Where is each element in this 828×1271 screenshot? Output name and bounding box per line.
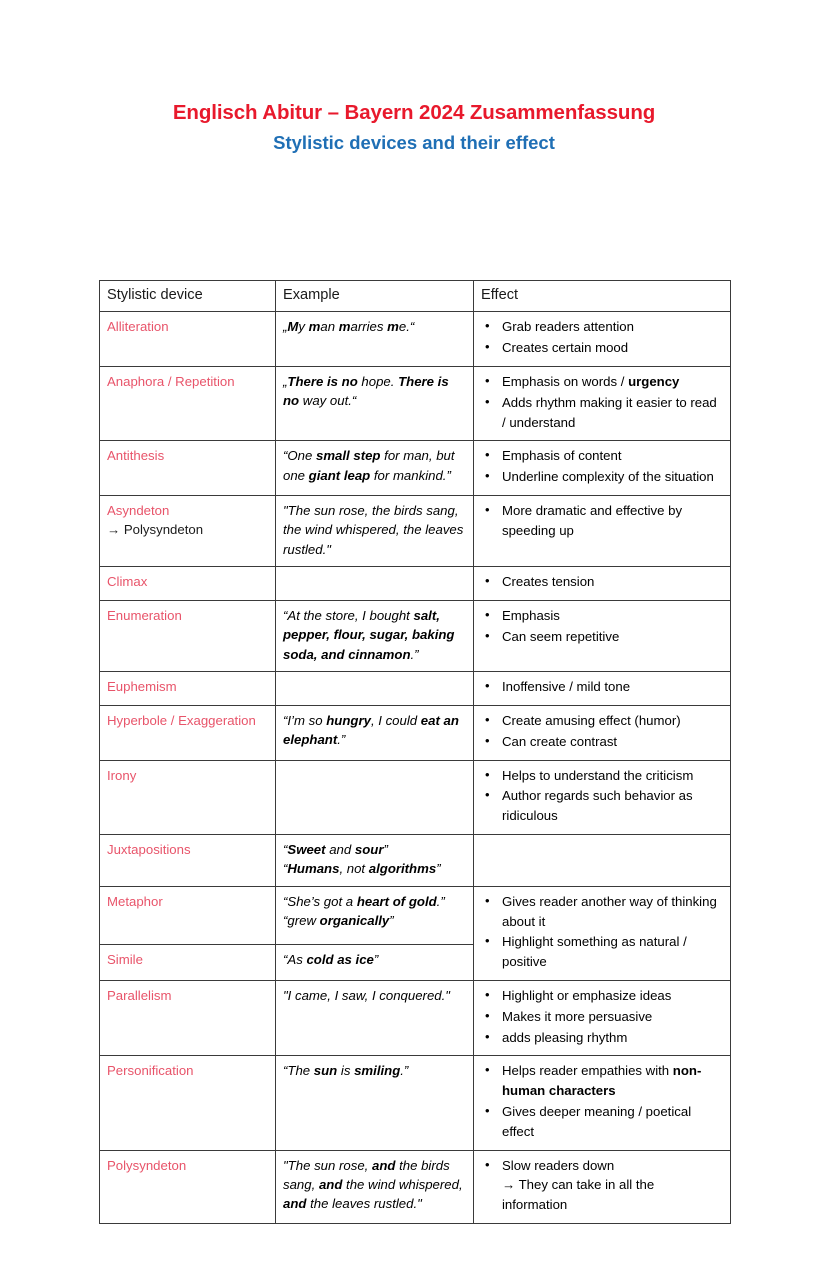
effect-item: • Underline complexity of the situation bbox=[481, 467, 723, 487]
effect-item: • Grab readers attention bbox=[481, 317, 723, 337]
table-row bbox=[100, 312, 731, 367]
effect-list bbox=[481, 1061, 723, 1141]
device-cell bbox=[100, 886, 276, 944]
example-cell: “As cold as ice” bbox=[276, 944, 474, 980]
effect-item: • Helps reader empathies with non-human characters bbox=[481, 1061, 723, 1101]
column-header-device: Stylistic device bbox=[100, 281, 276, 312]
device-label: Antithesis bbox=[107, 448, 165, 464]
effect-item: • Author regards such behavior as ridiculous bbox=[481, 786, 723, 826]
device-cell bbox=[100, 441, 276, 496]
table-row bbox=[100, 706, 731, 761]
device-label: Irony bbox=[107, 767, 137, 783]
example-cell: “At the store, I bought salt, pepper, flour, sugar, baking soda, and cinnamon.” bbox=[276, 601, 474, 672]
effect-item: • Create amusing effect (humor) bbox=[481, 711, 723, 731]
effect-cell bbox=[474, 835, 731, 887]
effect-list bbox=[481, 501, 723, 541]
example-cell bbox=[276, 760, 474, 834]
device-label: Climax bbox=[107, 574, 148, 590]
device-cell bbox=[100, 981, 276, 1056]
effect-list bbox=[481, 711, 723, 752]
effect-cell bbox=[474, 567, 731, 601]
device-label: Enumeration bbox=[107, 608, 182, 624]
effect-cell bbox=[474, 1056, 731, 1150]
effect-list bbox=[481, 1156, 723, 1215]
table-row bbox=[100, 567, 731, 601]
effect-item: • Emphasis on words / urgency bbox=[481, 372, 723, 392]
column-header-effect: Effect bbox=[474, 281, 731, 312]
example-cell: “She’s got a heart of gold.” “grew organically” bbox=[276, 886, 474, 944]
example-cell: “One small step for man, but one giant leap for mankind.” bbox=[276, 441, 474, 496]
device-label: Euphemism bbox=[107, 679, 177, 695]
device-label: Polysyndeton bbox=[107, 1157, 187, 1173]
device-cell bbox=[100, 944, 276, 980]
device-cell bbox=[100, 1056, 276, 1150]
table-row bbox=[100, 835, 731, 887]
device-label: Metaphor bbox=[107, 893, 163, 909]
example-cell: "The sun rose, and the birds sang, and the wind whispered, and the leaves rustled." bbox=[276, 1150, 474, 1223]
effect-item: • Slow readers down → They can take in all the information bbox=[481, 1156, 723, 1215]
effect-cell bbox=[474, 312, 731, 367]
example-cell: “The sun is smiling.” bbox=[276, 1056, 474, 1150]
effect-item: • Adds rhythm making it easier to read / understand bbox=[481, 393, 723, 433]
effect-list bbox=[481, 677, 723, 697]
stylistic-devices-table-wrapper bbox=[99, 280, 730, 1224]
device-note: → Polysyndeton bbox=[107, 522, 204, 538]
example-cell: “I’m so hungry, I could eat an elephant.” bbox=[276, 706, 474, 761]
effect-item: • Makes it more persuasive bbox=[481, 1007, 723, 1027]
effect-item: • Emphasis of content bbox=[481, 446, 723, 466]
device-cell bbox=[100, 312, 276, 367]
effect-item: • Creates certain mood bbox=[481, 338, 723, 358]
device-label: Parallelism bbox=[107, 988, 172, 1004]
table-row bbox=[100, 441, 731, 496]
effect-item: • Gives deeper meaning / poetical effect bbox=[481, 1102, 723, 1142]
device-cell bbox=[100, 1150, 276, 1223]
device-cell bbox=[100, 567, 276, 601]
table-row bbox=[100, 601, 731, 672]
table-row bbox=[100, 1056, 731, 1150]
document-header bbox=[0, 100, 828, 154]
effect-item: • More dramatic and effective by speeding up bbox=[481, 501, 723, 541]
example-cell: "The sun rose, the birds sang, the wind whispered, the leaves rustled." bbox=[276, 496, 474, 567]
device-cell bbox=[100, 760, 276, 834]
effect-item: • Gives reader another way of thinking about it bbox=[481, 892, 723, 932]
effect-list bbox=[481, 572, 723, 592]
example-cell: „My man marries me.“ bbox=[276, 312, 474, 367]
example-cell: „There is no hope. There is no way out.“ bbox=[276, 367, 474, 441]
effect-cell bbox=[474, 441, 731, 496]
effect-item: • Inoffensive / mild tone bbox=[481, 677, 723, 697]
effect-item: • Highlight or emphasize ideas bbox=[481, 986, 723, 1006]
example-cell bbox=[276, 672, 474, 706]
effect-list bbox=[481, 446, 723, 487]
effect-cell bbox=[474, 981, 731, 1056]
effect-list bbox=[481, 372, 723, 432]
effect-cell bbox=[474, 886, 731, 980]
effect-item: • Emphasis bbox=[481, 606, 723, 626]
stylistic-devices-table bbox=[99, 280, 731, 1224]
document-subtitle: Stylistic devices and their effect bbox=[273, 131, 555, 153]
effect-item: • Can create contrast bbox=[481, 732, 723, 752]
device-label: Anaphora / Repetition bbox=[107, 374, 235, 390]
device-cell bbox=[100, 835, 276, 887]
device-label: Juxtapositions bbox=[107, 842, 191, 858]
table-row bbox=[100, 886, 731, 944]
effect-list bbox=[481, 317, 723, 358]
effect-cell bbox=[474, 367, 731, 441]
device-label: Hyperbole / Exaggeration bbox=[107, 713, 256, 729]
effect-item: • Helps to understand the criticism bbox=[481, 766, 723, 786]
table-header-row bbox=[100, 281, 731, 312]
table-row bbox=[100, 672, 731, 706]
effect-item: • Can seem repetitive bbox=[481, 627, 723, 647]
effect-cell bbox=[474, 496, 731, 567]
example-cell: “Sweet and sour” “Humans, not algorithms” bbox=[276, 835, 474, 887]
effect-item: • Creates tension bbox=[481, 572, 723, 592]
effect-cell bbox=[474, 601, 731, 672]
effect-cell bbox=[474, 672, 731, 706]
example-cell: "I came, I saw, I conquered." bbox=[276, 981, 474, 1056]
device-label: Alliteration bbox=[107, 319, 169, 335]
device-cell bbox=[100, 496, 276, 567]
table-row bbox=[100, 367, 731, 441]
effect-cell bbox=[474, 706, 731, 761]
effect-list bbox=[481, 986, 723, 1047]
effect-cell bbox=[474, 1150, 731, 1223]
device-label: Asyndeton bbox=[107, 503, 170, 519]
table-row bbox=[100, 496, 731, 567]
effect-list bbox=[481, 892, 723, 972]
device-label: Simile bbox=[107, 951, 143, 967]
effect-cell bbox=[474, 760, 731, 834]
document-page bbox=[0, 100, 828, 1271]
device-cell bbox=[100, 672, 276, 706]
effect-item: • Highlight something as natural / positive bbox=[481, 932, 723, 972]
table-row bbox=[100, 981, 731, 1056]
effect-list bbox=[481, 606, 723, 647]
device-cell bbox=[100, 367, 276, 441]
effect-list bbox=[481, 766, 723, 826]
document-title: Englisch Abitur – Bayern 2024 Zusammenfassung bbox=[172, 101, 656, 124]
device-cell bbox=[100, 706, 276, 761]
device-label: Personification bbox=[107, 1063, 194, 1079]
device-cell bbox=[100, 601, 276, 672]
effect-item: • adds pleasing rhythm bbox=[481, 1028, 723, 1048]
table-row bbox=[100, 1150, 731, 1223]
table-row bbox=[100, 760, 731, 834]
column-header-example: Example bbox=[276, 281, 474, 312]
example-cell bbox=[276, 567, 474, 601]
